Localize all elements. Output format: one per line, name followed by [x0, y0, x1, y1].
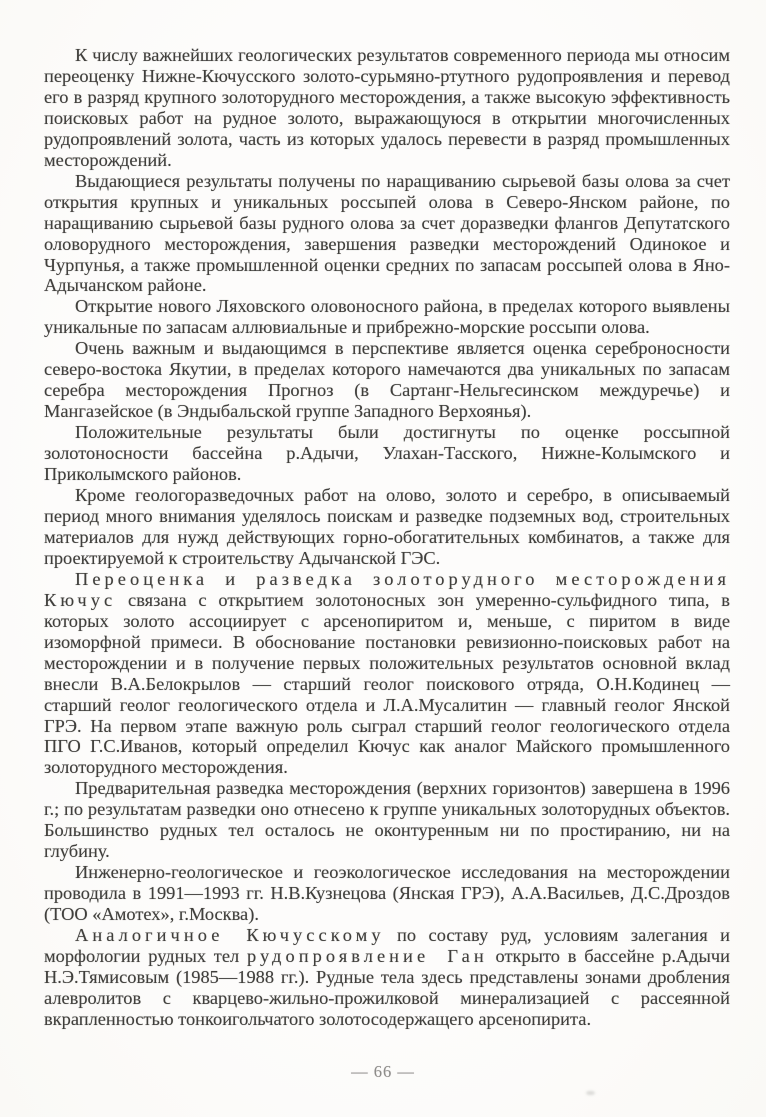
- text-run: Предварительная разведка месторождения (верхних горизонтов) завершена в 1996 г.; по результатам разведки оно отнесено к группе уникальных золоторудных объектов. Большинство рудных тел осталось не оконтуренным ни по простиранию, ни на глубину.: [44, 778, 730, 862]
- scan-smudge-artifact: [586, 1091, 595, 1095]
- paragraph: [44, 925, 730, 1030]
- text-run: Выдающиеся результаты получены по наращиванию сырьевой базы олова за счет открытия крупных и уникальных россыпей олова в Северо-Янском районе, по наращиванию сырьевой базы рудного олова за счет доразведки флангов Депутатского оловорудного месторождения, завершения разведки месторождений Одинокое и Чурпунья, а также промышленной оценки средних по запасам россыпей олова в Яно-Адычанском районе.: [44, 170, 730, 296]
- text-run: открыто в бассейне р.Адычи Н.Э.Тямисовым (1985—1988 гг.). Рудные тела здесь представлены зонами дробления алевролитов с кварцево-жильно-прожилковой минерализацией с рассеянной вкрапленностью тонкоигольчатого золотосодержащего арсенопирита.: [44, 945, 730, 1029]
- paragraph: [44, 296, 730, 338]
- paragraph: [44, 422, 730, 485]
- paragraph: [44, 338, 730, 422]
- document-body: [44, 45, 730, 1030]
- text-run: Очень важным и выдающимся в перспективе является оценка сереброносности северо-востока Якутии, в пределах которого намечаются два уникальных по запасам серебра месторождения Прогноз (в Сартанг-Нельгесинском междуречье) и Мангазейское (в Эндыбальской группе Западного Верхоянья).: [44, 338, 730, 422]
- text-run: Положительные результаты были достигнуты по оценке россыпной золотоносности бассейна р.Адычи, Улахан-Тасского, Нижне-Колымского и Приколымского районов.: [44, 422, 730, 485]
- text-run: связана с открытием золотоносных зон умеренно-сульфидного типа, в которых золото ассоциирует с арсенопиритом и, меньше, с пиритом в виде изоморфной примеси. В обоснование постановки ревизионно-поисковых работ на месторождении и в получение первых положительных результатов основной вклад внесли В.А.Белокрылов — старший геолог поискового отряда, О.Н.Кодинец — старший геолог геологического отдела и Л.А.Мусалитин — главный геолог Янской ГРЭ. На первом этапе важную роль сыграл старший геолог геологического отдела ПГО Г.С.Иванов, который определил Кючус как аналог Майского промышленного золоторудного месторождения.: [44, 589, 730, 778]
- paragraph: [44, 862, 730, 925]
- paragraph: [44, 45, 730, 171]
- paragraph: [44, 485, 730, 569]
- text-run: по составу руд, условиям залегания и морфологии рудных тел: [44, 925, 730, 966]
- text-run: Кроме геологоразведочных работ на олово, золото и серебро, в описываемый период много внимания уделялось поискам и разведке подземных вод, строительных материалов для нужд действующих горно-обогатительных комбинатов, а также для проектируемой к строительству Адычанской ГЭС.: [44, 485, 730, 568]
- page-number: — 66 —: [351, 1062, 415, 1081]
- paragraph: [44, 778, 730, 862]
- text-run: К числу важнейших геологических результатов современного периода мы относим переоценку Нижне-Кючусского золото-сурьмяно-ртутного рудопроявления и перевод его в разряд крупного золоторудного месторождения, а также высокую эффективность поисковых работ на рудное золото, выражающуюся в открытии многочисленных рудопроявлений золота, часть из которых удалось перевести в разряд промышленных месторождений.: [44, 45, 730, 170]
- emphasized-text-run: Переоценка и разведка золоторудного месторождения Кючус: [44, 568, 730, 610]
- emphasized-text-run: Аналогичное Кючусскому: [75, 925, 385, 946]
- text-run: Открытие нового Ляховского оловоносного района, в пределах которого выявлены уникальные по запасам аллювиальные и прибрежно-морские россыпи олова.: [44, 296, 730, 338]
- text-run: Инженерно-геологическое и геоэкологическое исследования на месторождении проводила в 1991—1993 гг. Н.В.Кузнецова (Янская ГРЭ), А.А.Васильев, Д.С.Дроздов (ТОО «Амотех», г.Москва).: [44, 862, 730, 925]
- emphasized-text-run: рудопроявление Ган: [246, 945, 488, 966]
- paragraph: [44, 569, 730, 779]
- paragraph: [44, 171, 730, 297]
